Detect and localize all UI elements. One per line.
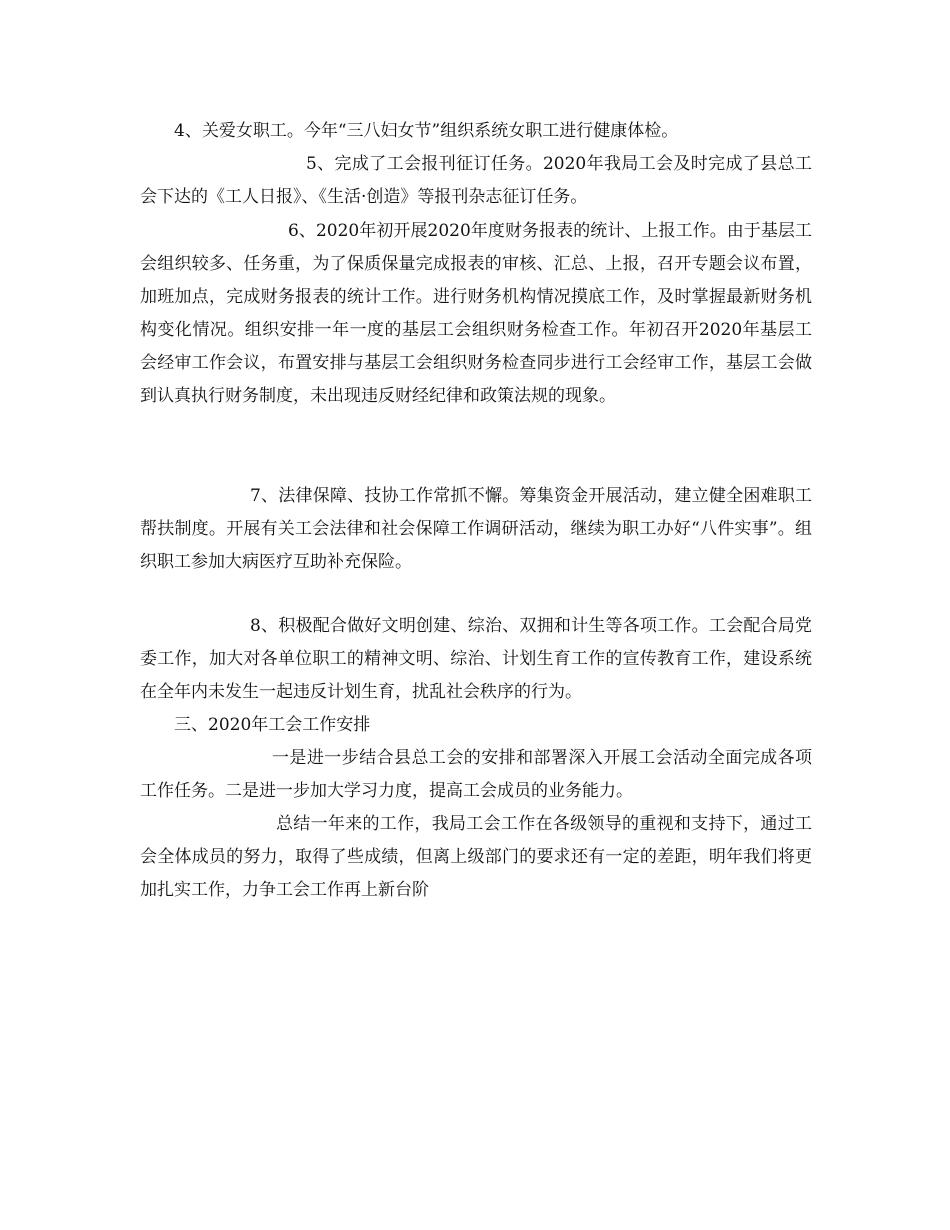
paragraph-item-8: 8、积极配合做好文明创建、综治、双拥和计生等各项工作。工会配合局党委工作，加大对各单位职工的精神文明、综治、计划生育工作的宣传教育工作，建设系统在全年内未发生一起违反计划生育，扰乱社会秩序的行为。 (140, 616, 812, 702)
paragraph-item-5: 5、完成了工会报刊征订任务。2020年我局工会及时完成了县总工会下达的《工人日报》、《生活·创造》等报刊杂志征订任务。 (140, 154, 812, 207)
paragraph-summary: 总结一年来的工作，我局工会工作在各级领导的重视和支持下，通过工会全体成员的努力，取得了些成绩，但离上级部门的要求还有一定的差距，明年我们将更加扎实工作，力争工会工作再上新台阶 (140, 814, 812, 900)
paragraph-plan: 一是进一步结合县总工会的安排和部署深入开展工会活动全面完成各项工作任务。二是进一步加大学习力度，提高工会成员的业务能力。 (140, 748, 812, 801)
paragraph-item-4: 4、关爱女职工。今年“三八妇女节”组织系统女职工进行健康体检。 (174, 121, 679, 141)
section-heading: 三、2020年工会工作安排 (174, 715, 371, 735)
paragraph-item-7: 7、法律保障、技协工作常抓不懈。筹集资金开展活动，建立健全困难职工帮扶制度。开展有关工会法律和社会保障工作调研活动，继续为职工办好“八件实事”。组织职工参加大病医疗互助补充保险。 (140, 486, 812, 572)
paragraph-item-6: 6、2020年初开展2020年度财务报表的统计、上报工作。由于基层工会组织较多、任务重，为了保质保量完成报表的审核、汇总、上报，召开专题会议布置，加班加点，完成财务报表的统计工作。进行财务机构情况摸底工作，及时掌握最新财务机构变化情况。组织安排一年一度的基层工会组织财务检查工作。年初召开2020年基层工会经审工作会议，布置安排与基层工会组织财务检查同步进行工会经审工作，基层工会做到认真执行财务制度，未出现违反财经纪律和政策法规的现象。 (140, 221, 812, 406)
